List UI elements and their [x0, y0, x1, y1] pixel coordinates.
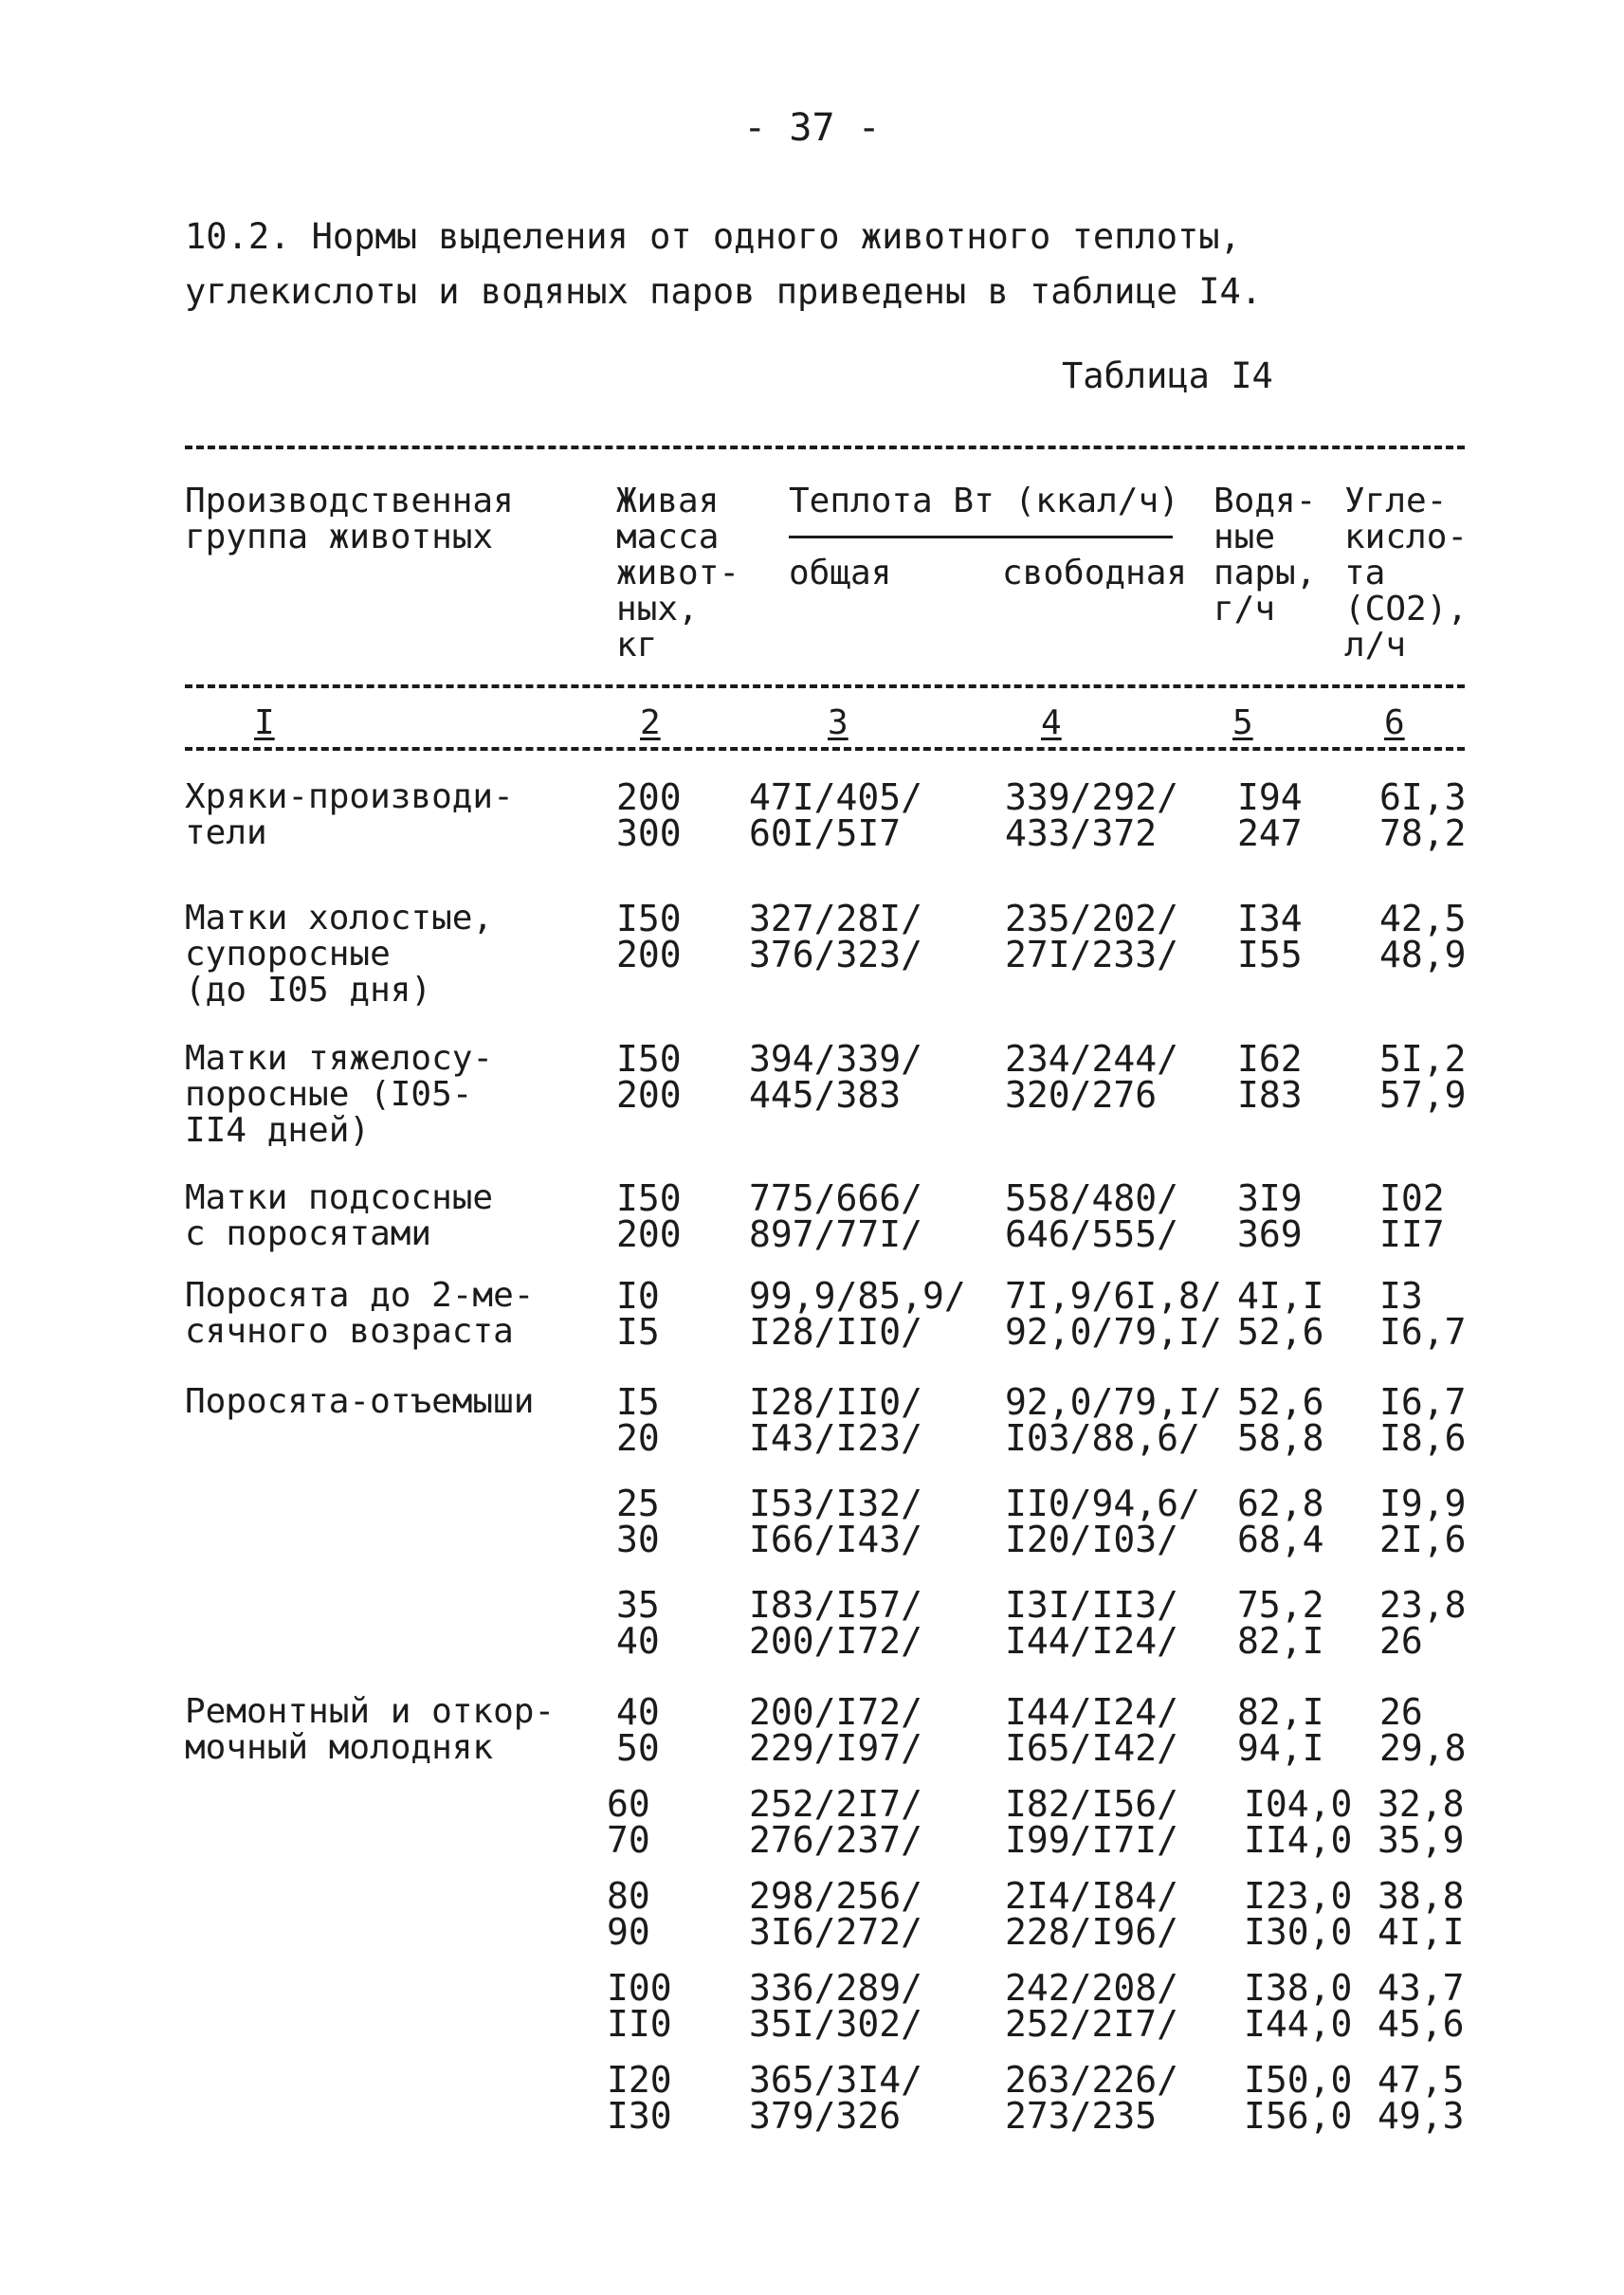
cell-heat-free: I44/I24/ — [1005, 1691, 1179, 1733]
cell-vapor: 52,6 — [1237, 1381, 1324, 1423]
cell-mass: 90 — [607, 1911, 650, 1953]
cell-heat-total: 394/339/ — [749, 1038, 923, 1080]
cell-mass: 200 — [616, 1074, 682, 1116]
cell-heat-free: 646/555/ — [1005, 1213, 1179, 1255]
cell-mass: I00 — [607, 1967, 672, 2009]
page-number: - 37 - — [743, 106, 881, 150]
group-label: Поросята до 2-ме- сячного возраста — [185, 1276, 535, 1351]
header-mass: Живая масса живот- ных, кг — [616, 482, 740, 665]
column-number-2: 2 — [640, 703, 661, 742]
cell-co2: 4I,I — [1378, 1911, 1465, 1953]
cell-heat-total: 3I6/272/ — [749, 1911, 923, 1953]
cell-vapor: I04,0 — [1244, 1783, 1353, 1825]
cell-vapor: 94,I — [1237, 1727, 1324, 1769]
cell-vapor: I83 — [1237, 1074, 1303, 1116]
cell-co2: 26 — [1379, 1620, 1423, 1662]
cell-mass: I30 — [607, 2095, 672, 2137]
cell-co2: 2I,6 — [1379, 1519, 1467, 1560]
cell-vapor: I30,0 — [1244, 1911, 1353, 1953]
cell-vapor: I23,0 — [1244, 1875, 1353, 1917]
cell-co2: II7 — [1379, 1213, 1445, 1255]
cell-heat-total: I66/I43/ — [749, 1519, 923, 1560]
cell-mass: 200 — [616, 1213, 682, 1255]
cell-mass: 200 — [616, 934, 682, 975]
cell-vapor: I50,0 — [1244, 2059, 1353, 2101]
cell-vapor: 68,4 — [1237, 1519, 1324, 1560]
cell-co2: 5I,2 — [1379, 1038, 1467, 1080]
cell-vapor: 4I,I — [1237, 1275, 1324, 1317]
cell-heat-total: I83/I57/ — [749, 1584, 923, 1626]
group-label: Матки тяжелосу- поросные (I05- II4 дней) — [185, 1039, 494, 1150]
cell-co2: I9,9 — [1379, 1483, 1467, 1524]
cell-heat-free: 433/372 — [1005, 812, 1158, 854]
cell-heat-total: 336/289/ — [749, 1967, 923, 2009]
column-number-6: 6 — [1384, 703, 1405, 742]
cell-vapor: 82,I — [1237, 1620, 1324, 1662]
cell-co2: 38,8 — [1378, 1875, 1465, 1917]
cell-co2: 45,6 — [1378, 2003, 1465, 2045]
group-label: Матки подсосные с поросятами — [185, 1178, 494, 1253]
cell-mass: 300 — [616, 812, 682, 854]
cell-co2: 32,8 — [1378, 1783, 1465, 1825]
cell-vapor: 369 — [1237, 1213, 1303, 1255]
cell-heat-free: 234/244/ — [1005, 1038, 1179, 1080]
cell-co2: I02 — [1379, 1177, 1445, 1219]
table-label: Таблица I4 — [1062, 355, 1273, 396]
cell-co2: 57,9 — [1379, 1074, 1467, 1116]
cell-co2: I8,6 — [1379, 1417, 1467, 1459]
cell-vapor: I56,0 — [1244, 2095, 1353, 2137]
cell-co2: 43,7 — [1378, 1967, 1465, 2009]
intro-line-2: углекислоты и водяных паров приведены в таблице I4. — [185, 271, 1263, 312]
cell-heat-total: 775/666/ — [749, 1177, 923, 1219]
header-group: Производственная группа животных — [185, 482, 514, 556]
table-top-rule — [185, 446, 1465, 449]
cell-co2: 29,8 — [1379, 1727, 1467, 1769]
cell-heat-free: I82/I56/ — [1005, 1783, 1179, 1825]
cell-vapor: 58,8 — [1237, 1417, 1324, 1459]
cell-heat-total: I53/I32/ — [749, 1483, 923, 1524]
group-label: Матки холостые, супоросные (до I05 дня) — [185, 899, 494, 1010]
cell-mass: 20 — [616, 1417, 660, 1459]
cell-mass: 60 — [607, 1783, 650, 1825]
cell-heat-total: I28/II0/ — [749, 1381, 923, 1423]
cell-heat-free: I03/88,6/ — [1005, 1417, 1200, 1459]
cell-mass: I50 — [616, 898, 682, 939]
cell-mass: II0 — [607, 2003, 672, 2045]
cell-mass: 70 — [607, 1819, 650, 1861]
header-bottom-rule — [185, 684, 1465, 688]
cell-vapor: 62,8 — [1237, 1483, 1324, 1524]
cell-vapor: 52,6 — [1237, 1311, 1324, 1353]
cell-co2: 78,2 — [1379, 812, 1467, 854]
cell-heat-free: 92,0/79,I/ — [1005, 1311, 1222, 1353]
cell-heat-free: 263/226/ — [1005, 2059, 1179, 2101]
cell-heat-free: 27I/233/ — [1005, 934, 1179, 975]
cell-heat-free: 558/480/ — [1005, 1177, 1179, 1219]
column-number-4: 4 — [1041, 703, 1062, 742]
cell-vapor: I34 — [1237, 898, 1303, 939]
cell-vapor: II4,0 — [1244, 1819, 1353, 1861]
cell-co2: 49,3 — [1378, 2095, 1465, 2137]
cell-heat-total: 365/3I4/ — [749, 2059, 923, 2101]
cell-heat-free: I3I/II3/ — [1005, 1584, 1179, 1626]
cell-co2: 42,5 — [1379, 898, 1467, 939]
cell-mass: 40 — [616, 1691, 660, 1733]
cell-mass: 25 — [616, 1483, 660, 1524]
cell-mass: I5 — [616, 1311, 660, 1353]
cell-heat-total: 445/383 — [749, 1074, 902, 1116]
cell-heat-total: 99,9/85,9/ — [749, 1275, 966, 1317]
cell-heat-free: I99/I7I/ — [1005, 1819, 1179, 1861]
intro-line-1: 10.2. Нормы выделения от одного животного теплоты, — [185, 216, 1241, 257]
cell-heat-free: 92,0/79,I/ — [1005, 1381, 1222, 1423]
cell-heat-total: 35I/302/ — [749, 2003, 923, 2045]
cell-mass: 200 — [616, 776, 682, 818]
header-co2: Угле- кисло- та (CO2), л/ч — [1344, 482, 1469, 665]
cell-heat-total: 379/326 — [749, 2095, 902, 2137]
cell-heat-free: 273/235 — [1005, 2095, 1158, 2137]
cell-mass: I50 — [616, 1177, 682, 1219]
cell-heat-free: 2I4/I84/ — [1005, 1875, 1179, 1917]
cell-heat-free: 320/276 — [1005, 1074, 1158, 1116]
cell-heat-free: 242/208/ — [1005, 1967, 1179, 2009]
cell-heat-total: 60I/5I7 — [749, 812, 902, 854]
header-heat-free: свободная — [1002, 554, 1188, 592]
cell-mass: I20 — [607, 2059, 672, 2101]
cell-mass: 40 — [616, 1620, 660, 1662]
cell-heat-total: 276/237/ — [749, 1819, 923, 1861]
cell-heat-total: 327/28I/ — [749, 898, 923, 939]
cell-mass: 80 — [607, 1875, 650, 1917]
cell-vapor: I94 — [1237, 776, 1303, 818]
cell-mass: I50 — [616, 1038, 682, 1080]
cell-vapor: 75,2 — [1237, 1584, 1324, 1626]
cell-heat-free: 339/292/ — [1005, 776, 1179, 818]
cell-heat-total: 252/2I7/ — [749, 1783, 923, 1825]
cell-vapor: I62 — [1237, 1038, 1303, 1080]
cell-heat-total: 200/I72/ — [749, 1691, 923, 1733]
cell-heat-total: 376/323/ — [749, 934, 923, 975]
group-label: Хряки-производи- тели — [185, 777, 514, 852]
cell-heat-total: 47I/405/ — [749, 776, 923, 818]
cell-heat-free: 228/I96/ — [1005, 1911, 1179, 1953]
cell-vapor: I55 — [1237, 934, 1303, 975]
cell-vapor: I38,0 — [1244, 1967, 1353, 2009]
cell-mass: 30 — [616, 1519, 660, 1560]
cell-heat-free: I65/I42/ — [1005, 1727, 1179, 1769]
header-heat: Теплота Вт (ккал/ч) — [789, 482, 1179, 520]
cell-heat-total: 200/I72/ — [749, 1620, 923, 1662]
cell-mass: I0 — [616, 1275, 660, 1317]
header-heat-total: общая — [789, 554, 892, 592]
cell-heat-free: I20/I03/ — [1005, 1519, 1179, 1560]
cell-co2: I6,7 — [1379, 1381, 1467, 1423]
cell-vapor: 82,I — [1237, 1691, 1324, 1733]
cell-vapor: 247 — [1237, 812, 1303, 854]
cell-co2: 47,5 — [1378, 2059, 1465, 2101]
group-label: Поросята-отъемыши — [185, 1382, 535, 1421]
cell-heat-total: I43/I23/ — [749, 1417, 923, 1459]
group-label: Ремонтный и откор- мочный молодняк — [185, 1692, 556, 1767]
column-numbers-rule — [185, 747, 1465, 751]
cell-co2: 23,8 — [1379, 1584, 1467, 1626]
cell-heat-free: I44/I24/ — [1005, 1620, 1179, 1662]
cell-heat-total: I28/II0/ — [749, 1311, 923, 1353]
cell-co2: 26 — [1379, 1691, 1423, 1733]
cell-heat-free: II0/94,6/ — [1005, 1483, 1200, 1524]
column-number-1: I — [254, 703, 275, 742]
cell-heat-free: 252/2I7/ — [1005, 2003, 1179, 2045]
cell-co2: I3 — [1379, 1275, 1423, 1317]
header-vapor: Водя- ные пары, г/ч — [1213, 482, 1317, 628]
column-number-3: 3 — [828, 703, 848, 742]
cell-heat-free: 235/202/ — [1005, 898, 1179, 939]
cell-vapor: I44,0 — [1244, 2003, 1353, 2045]
cell-co2: 35,9 — [1378, 1819, 1465, 1861]
cell-mass: 35 — [616, 1584, 660, 1626]
cell-heat-free: 7I,9/6I,8/ — [1005, 1275, 1222, 1317]
cell-co2: 6I,3 — [1379, 776, 1467, 818]
cell-mass: I5 — [616, 1381, 660, 1423]
cell-heat-total: 897/77I/ — [749, 1213, 923, 1255]
cell-mass: 50 — [616, 1727, 660, 1769]
header-heat-underline — [789, 536, 1173, 538]
column-number-5: 5 — [1232, 703, 1253, 742]
cell-heat-total: 298/256/ — [749, 1875, 923, 1917]
cell-co2: 48,9 — [1379, 934, 1467, 975]
cell-co2: I6,7 — [1379, 1311, 1467, 1353]
cell-heat-total: 229/I97/ — [749, 1727, 923, 1769]
cell-vapor: 3I9 — [1237, 1177, 1303, 1219]
